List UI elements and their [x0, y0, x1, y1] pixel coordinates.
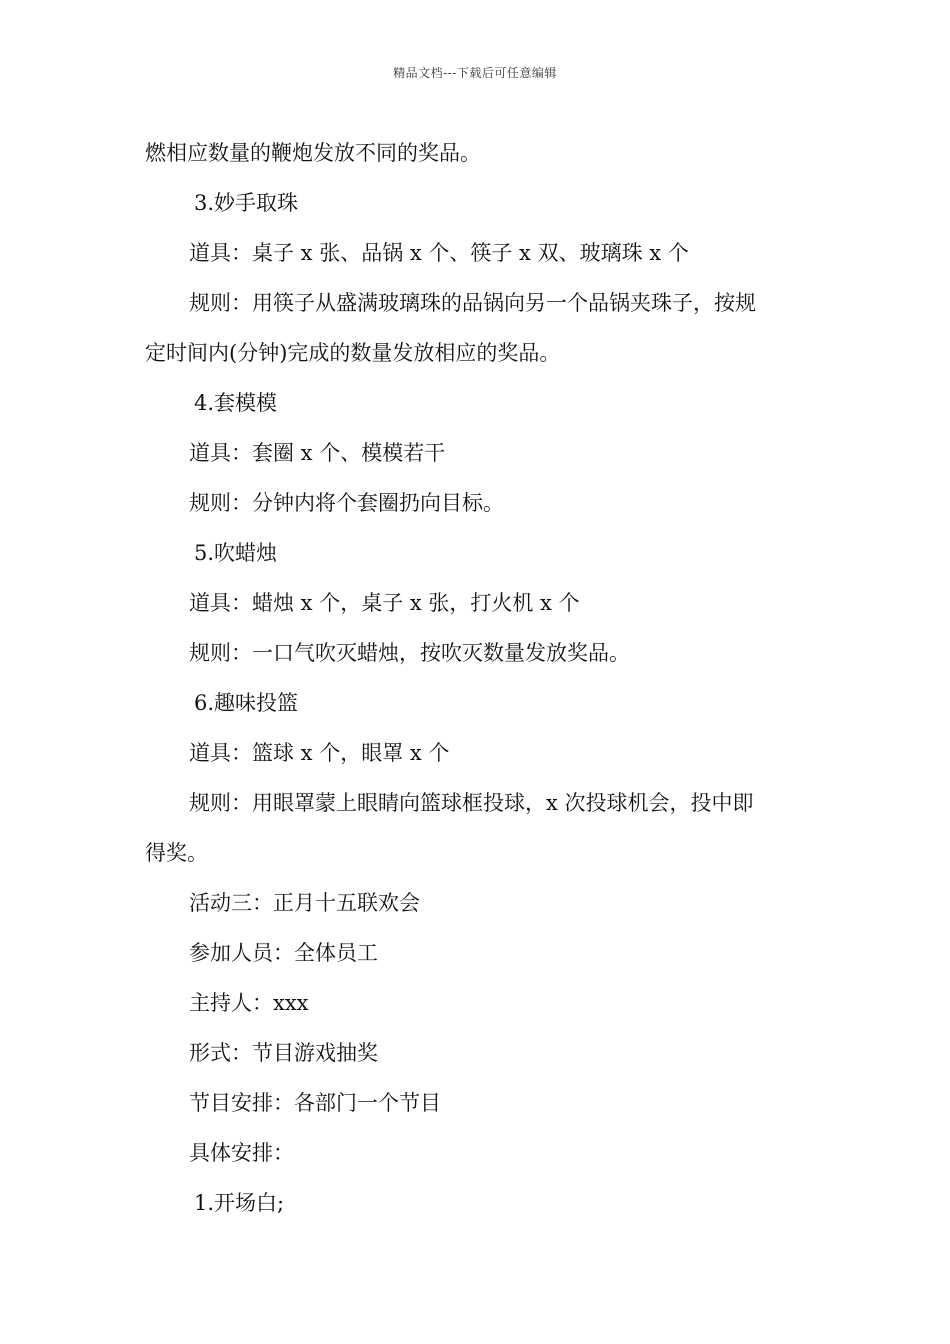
section-heading: 1.开场白; [194, 1191, 285, 1215]
document-body [145, 128, 815, 1228]
paragraph-line: 参加人员：全体员工 [189, 941, 378, 965]
paragraph-line: 道具：篮球 x 个，眼罩 x 个 [189, 741, 450, 765]
section-heading: 5.吹蜡烛 [194, 541, 278, 565]
paragraph-line: 规则：用筷子从盛满玻璃珠的品锅向另一个品锅夹珠子，按规 [189, 291, 756, 315]
paragraph-line: 具体安排： [189, 1141, 294, 1165]
paragraph-line: 规则：用眼罩蒙上眼睛向篮球框投球，x 次投球机会，投中即 [189, 791, 754, 815]
page-header: 精品文档---下载后可任意编辑 [393, 66, 557, 80]
paragraph-line: 道具：蜡烛 x 个，桌子 x 张，打火机 x 个 [189, 591, 580, 615]
section-heading: 6.趣味投篮 [194, 691, 299, 715]
paragraph-line: 主持人：xxx [189, 991, 309, 1015]
paragraph-line: 燃相应数量的鞭炮发放不同的奖品。 [145, 141, 481, 165]
paragraph-line: 定时间内(分钟)完成的数量发放相应的奖品。 [145, 341, 561, 365]
paragraph-line: 节目安排：各部门一个节目 [189, 1091, 441, 1115]
paragraph-line: 规则：分钟内将个套圈扔向目标。 [189, 491, 504, 515]
paragraph-line: 规则：一口气吹灭蜡烛，按吹灭数量发放奖品。 [189, 641, 630, 665]
paragraph-line: 得奖。 [145, 841, 208, 865]
paragraph-line: 形式：节目游戏抽奖 [189, 1041, 378, 1065]
paragraph-line: 道具：桌子 x 张、品锅 x 个、筷子 x 双、玻璃珠 x 个 [189, 241, 689, 265]
section-heading: 4.套模模 [194, 391, 278, 415]
section-heading: 3.妙手取珠 [194, 191, 299, 215]
paragraph-line: 活动三：正月十五联欢会 [189, 891, 420, 915]
paragraph-line: 道具：套圈 x 个、模模若干 [189, 441, 446, 465]
